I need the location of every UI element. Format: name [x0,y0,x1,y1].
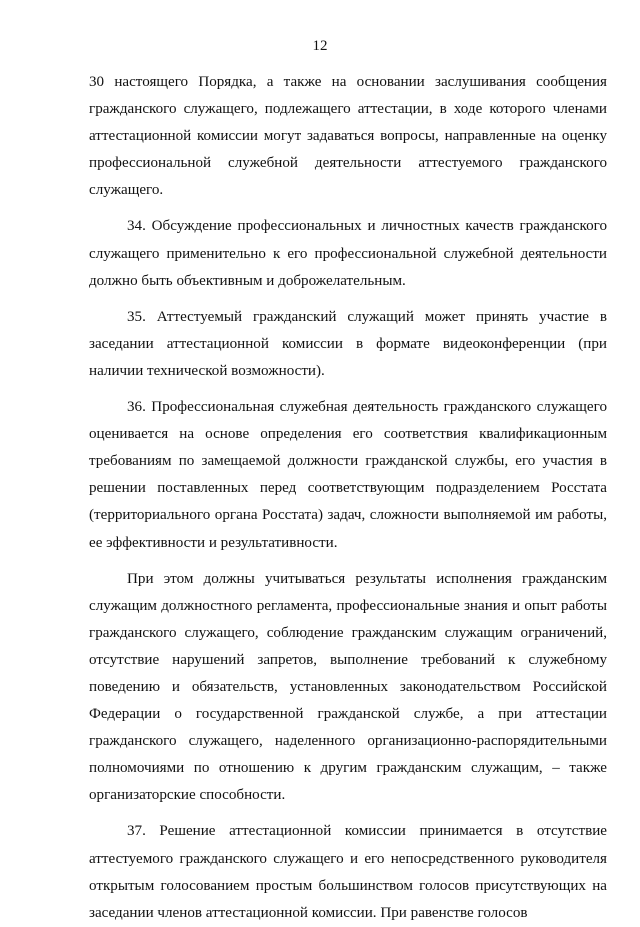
page-number: 12 [312,38,328,54]
paragraph-continuation: 30 настоящего Порядка, а также на основании заслушивания сообщения гражданского служащего, подлежащего аттестации, в ходе которого членами аттестационной комиссии могут задаваться вопросы, направленные на оценку профессиональной служебной деятельности аттестуемого гражданского служащего. [89,74,607,199]
paragraph-36-continued: При этом должны учитываться результаты исполнения гражданским служащим должностного регламента, профессиональные знания и опыт работы гражданского служащего, соблюдение гражданским служащим ограничений, отсутствие нарушений запретов, выполнение требований к служебному поведению и обязательств, установленных законодательством Российской Федерации о государственной гражданской службе, а при аттестации гражданского служащего, наделенного организационно-распорядительными полномочиями по отношению к другим гражданским служащим, – также организаторские способности. [89,570,607,804]
paragraph-35: 35. Аттестуемый гражданский служащий может принять участие в заседании аттестационной комиссии в формате видеоконференции (при наличии технической возможности). [89,308,607,379]
document-body [89,69,607,927]
paragraph-37: 37. Решение аттестационной комиссии принимается в отсутствие аттестуемого гражданского служащего и его непосредственного руководителя открытым голосованием простым большинством голосов присутствующих на заседании членов аттестационной комиссии. При равенстве голосов [89,823,607,921]
paragraph-36: 36. Профессиональная служебная деятельность гражданского служащего оценивается на основе определения его соответствия квалификационным требованиям по замещаемой должности гражданской службы, его участия в решении поставленных перед соответствующим подразделением Росстата (территориального органа Росстата) задач, сложности выполняемой им работы, ее эффективности и результативности. [89,399,607,551]
paragraph-34: 34. Обсуждение профессиональных и личностных качеств гражданского служащего применительно к его профессиональной служебной деятельности должно быть объективным и доброжелательным. [89,218,607,289]
